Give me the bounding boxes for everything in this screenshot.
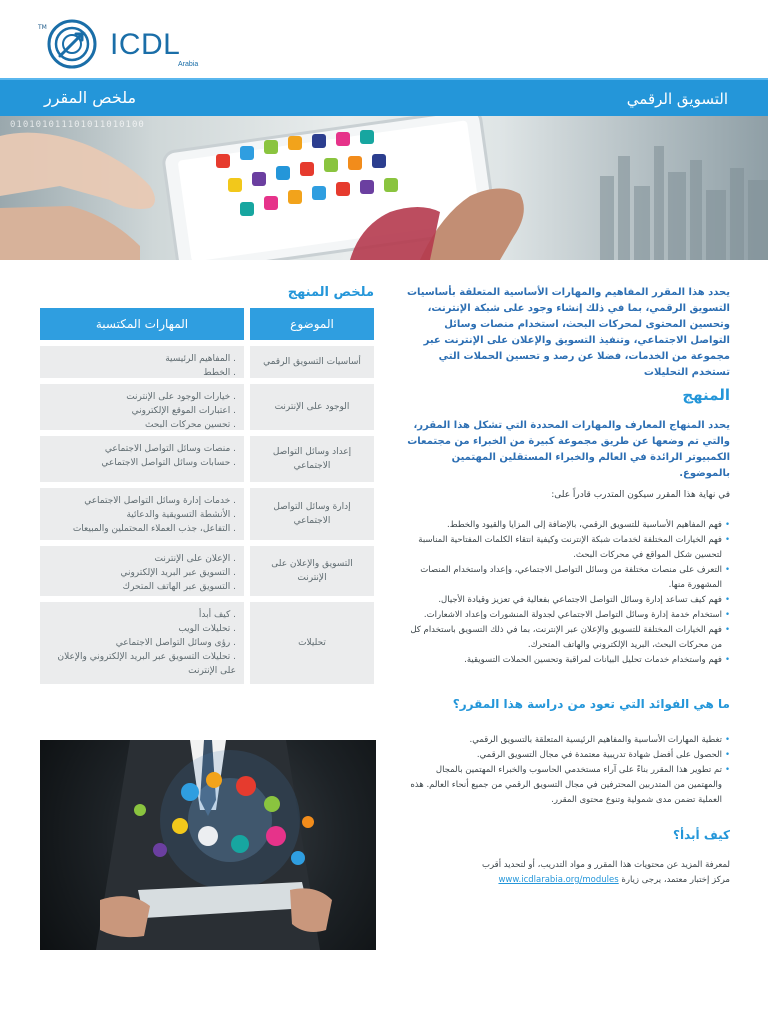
hero-illustration xyxy=(0,116,768,260)
start-line-2 xyxy=(404,873,730,888)
cell-topic: إدارة وسائل التواصل الاجتماعي xyxy=(250,488,374,540)
table-row xyxy=(40,436,374,482)
skill-item: . كيف أبدأ xyxy=(198,610,236,620)
skill-item: . خدمات إدارة وسائل التواصل الاجتماعي xyxy=(84,496,236,506)
cell-skills xyxy=(40,488,244,540)
benefits-list xyxy=(404,733,730,808)
skill-item: . تحليلات التسويق عبر البريد الإلكتروني والإعلان على الإنترنت xyxy=(57,652,236,676)
cell-skills xyxy=(40,436,244,482)
list-item: • التعرف على منصات مختلفة من وسائل التواصل الاجتماعي، وإعداد واستخدام المنصات المشهورة منها. xyxy=(404,563,730,593)
trademark-mark: TM xyxy=(38,24,47,31)
outcomes-list xyxy=(404,518,730,668)
list-item: • الحصول على أفضل شهادة تدريبية معتمدة في مجال التسويق الرقمي. xyxy=(404,748,730,763)
cell-topic: تحليلات xyxy=(250,602,374,684)
skill-item: . الإعلان على الإنترنت xyxy=(154,554,236,564)
how-to-start-heading: كيف أبدأ؟ xyxy=(673,828,730,842)
course-intro: يحدد هذا المقرر المفاهيم والمهارات الأساسية المتعلقة بأساسيات التسويق الرقمي، بما في ذلك إنشاء وجود على شبكة الإنترنت، وتحسين المحتوى لمحركات البحث، استخدام منصات وسائل التواصل الاجتماعي، وتنفيذ التسويق والإعلان على الإنترنت عبر مجموعة من الخدمات، فضلا عن رصد و تحسين الحملات التي تستخدم التحليلات xyxy=(406,287,730,378)
table-header xyxy=(40,308,374,340)
list-item: • فهم واستخدام خدمات تحليل البيانات لمراقبة وتحسين الحملات التسويقية. xyxy=(404,653,730,668)
cell-topic: إعداد وسائل التواصل الاجتماعي xyxy=(250,436,374,482)
syllabus-text: يحدد المنهاج المعارف والمهارات المحددة التي تشكل هذا المقرر، والتي تم وضعها عن طريق مجموعة كبيرة من الخبراء من مجتمعات الكمبيوتر الرائدة في العالم والخبراء المستقلين المهتمين بالموضوع. xyxy=(407,420,730,479)
skill-item: . تحليلات الويب xyxy=(178,624,236,634)
start-line-1: لمعرفة المزيد عن محتويات هذا المقرر و مواد التدريب، أو لتحديد أقرب xyxy=(481,860,730,870)
outcomes-intro: في نهاية هذا المقرر سيكون المتدرب قادراً على: xyxy=(551,490,730,500)
cell-topic: الوجود على الإنترنت xyxy=(250,384,374,430)
businessman-tablet-photo xyxy=(40,740,376,950)
header-skills: المهارات المكتسبة xyxy=(40,308,244,340)
cell-skills xyxy=(40,384,244,430)
start-line-2-prefix: مركز إختبار معتمد، يرجى زيارة xyxy=(621,875,730,885)
list-item: • فهم كيف تساعد إدارة وسائل التواصل الاجتماعي بفعالية في تعزيز وقيادة الأجيال. xyxy=(404,593,730,608)
logo-name: ICDL xyxy=(110,28,181,61)
list-item: • فهم الخيارات المختلفة لخدمات شبكة الإنترنت وكيفية انتقاء الكلمات المفتاحية المناسبة لتحسين شكل المواقع في محركات البحث. xyxy=(404,533,730,563)
benefits-heading: ما هي الفوائد التي تعود من دراسة هذا المقرر؟ xyxy=(452,697,730,711)
header-topic: الموضوع xyxy=(250,308,374,340)
band-course-title: التسويق الرقمي xyxy=(626,90,728,108)
cell-skills xyxy=(40,602,244,684)
cell-skills xyxy=(40,346,244,378)
skill-item: . رؤى وسائل التواصل الاجتماعي xyxy=(115,638,236,648)
cell-skills xyxy=(40,546,244,596)
skill-item: . خيارات الوجود على الإنترنت xyxy=(126,392,236,402)
skill-item: . حسابات وسائل التواصل الاجتماعي xyxy=(101,458,236,468)
how-to-start-text xyxy=(404,858,730,888)
table-row xyxy=(40,546,374,596)
skill-item: . الأنشطة التسويقية والدعائية xyxy=(126,510,236,520)
table-body xyxy=(40,346,374,684)
title-band xyxy=(0,78,768,116)
list-item: • فهم المفاهيم الأساسية للتسويق الرقمي، بالإضافة إلى المزايا والقيود والخطط. xyxy=(404,518,730,533)
skill-item: . الخطط xyxy=(203,368,236,378)
logo-region: Arabia xyxy=(178,61,199,68)
list-item: • استخدام خدمة إدارة وسائل التواصل الاجتماعي لجدولة المنشورات وإعداد الاشعارات. xyxy=(404,608,730,623)
hero-tablet-image xyxy=(0,116,768,260)
globe-icon xyxy=(46,18,98,70)
skill-item: . اعتبارات الموقع الإلكتروني xyxy=(131,406,236,416)
skill-item: . المفاهيم الرئيسية xyxy=(165,354,236,364)
list-item: • تغطية المهارات الأساسية والمفاهيم الرئيسية المتعلقة بالتسويق الرقمي. xyxy=(404,733,730,748)
skill-item: . التسويق عبر الهاتف المتحرك xyxy=(122,582,236,592)
band-summary-title: ملخص المقرر xyxy=(44,88,137,107)
list-item: • تم تطوير هذا المقرر بناءً على آراء مستخدمي الحاسوب والخبراء المهتمين بالمجال والمهتمين من المتدربين المحترفين في مجال التسويق الرقمي من جميع أنحاء العالم. هذه العملية تضمن مدى شمولية وتنوع محتوى المقرر. xyxy=(404,763,730,808)
curriculum-summary-title: ملخص المنهج xyxy=(287,285,374,300)
skill-item: . تحسين محركات البحث xyxy=(144,420,236,430)
cell-topic: التسويق والإعلان على الإنترنت xyxy=(250,546,374,596)
modules-link[interactable]: www.icdlarabia.org/modules xyxy=(498,875,619,885)
skill-item: . منصات وسائل التواصل الاجتماعي xyxy=(104,444,236,454)
cell-topic: أساسيات التسويق الرقمي xyxy=(250,346,374,378)
icdl-logo xyxy=(30,12,230,76)
table-row xyxy=(40,602,374,684)
table-row xyxy=(40,384,374,430)
curriculum-table xyxy=(40,308,374,690)
hero-binary-text: 010101011101011010100 xyxy=(10,120,145,130)
list-item: • فهم الخيارات المختلفة للتسويق والإعلان عبر الإنترنت، بما في ذلك التسويق باستخدام كل من محركات البحث، البريد الإلكتروني والهاتف المتحرك. xyxy=(404,623,730,653)
skill-item: . التفاعل، جذب العملاء المحتملين والمبيعات xyxy=(72,524,236,534)
syllabus-heading: المنهج xyxy=(682,386,730,404)
skill-item: . التسويق عبر البريد الإلكتروني xyxy=(120,568,236,578)
table-row xyxy=(40,488,374,540)
table-row xyxy=(40,346,374,378)
photo-illustration xyxy=(40,740,376,950)
